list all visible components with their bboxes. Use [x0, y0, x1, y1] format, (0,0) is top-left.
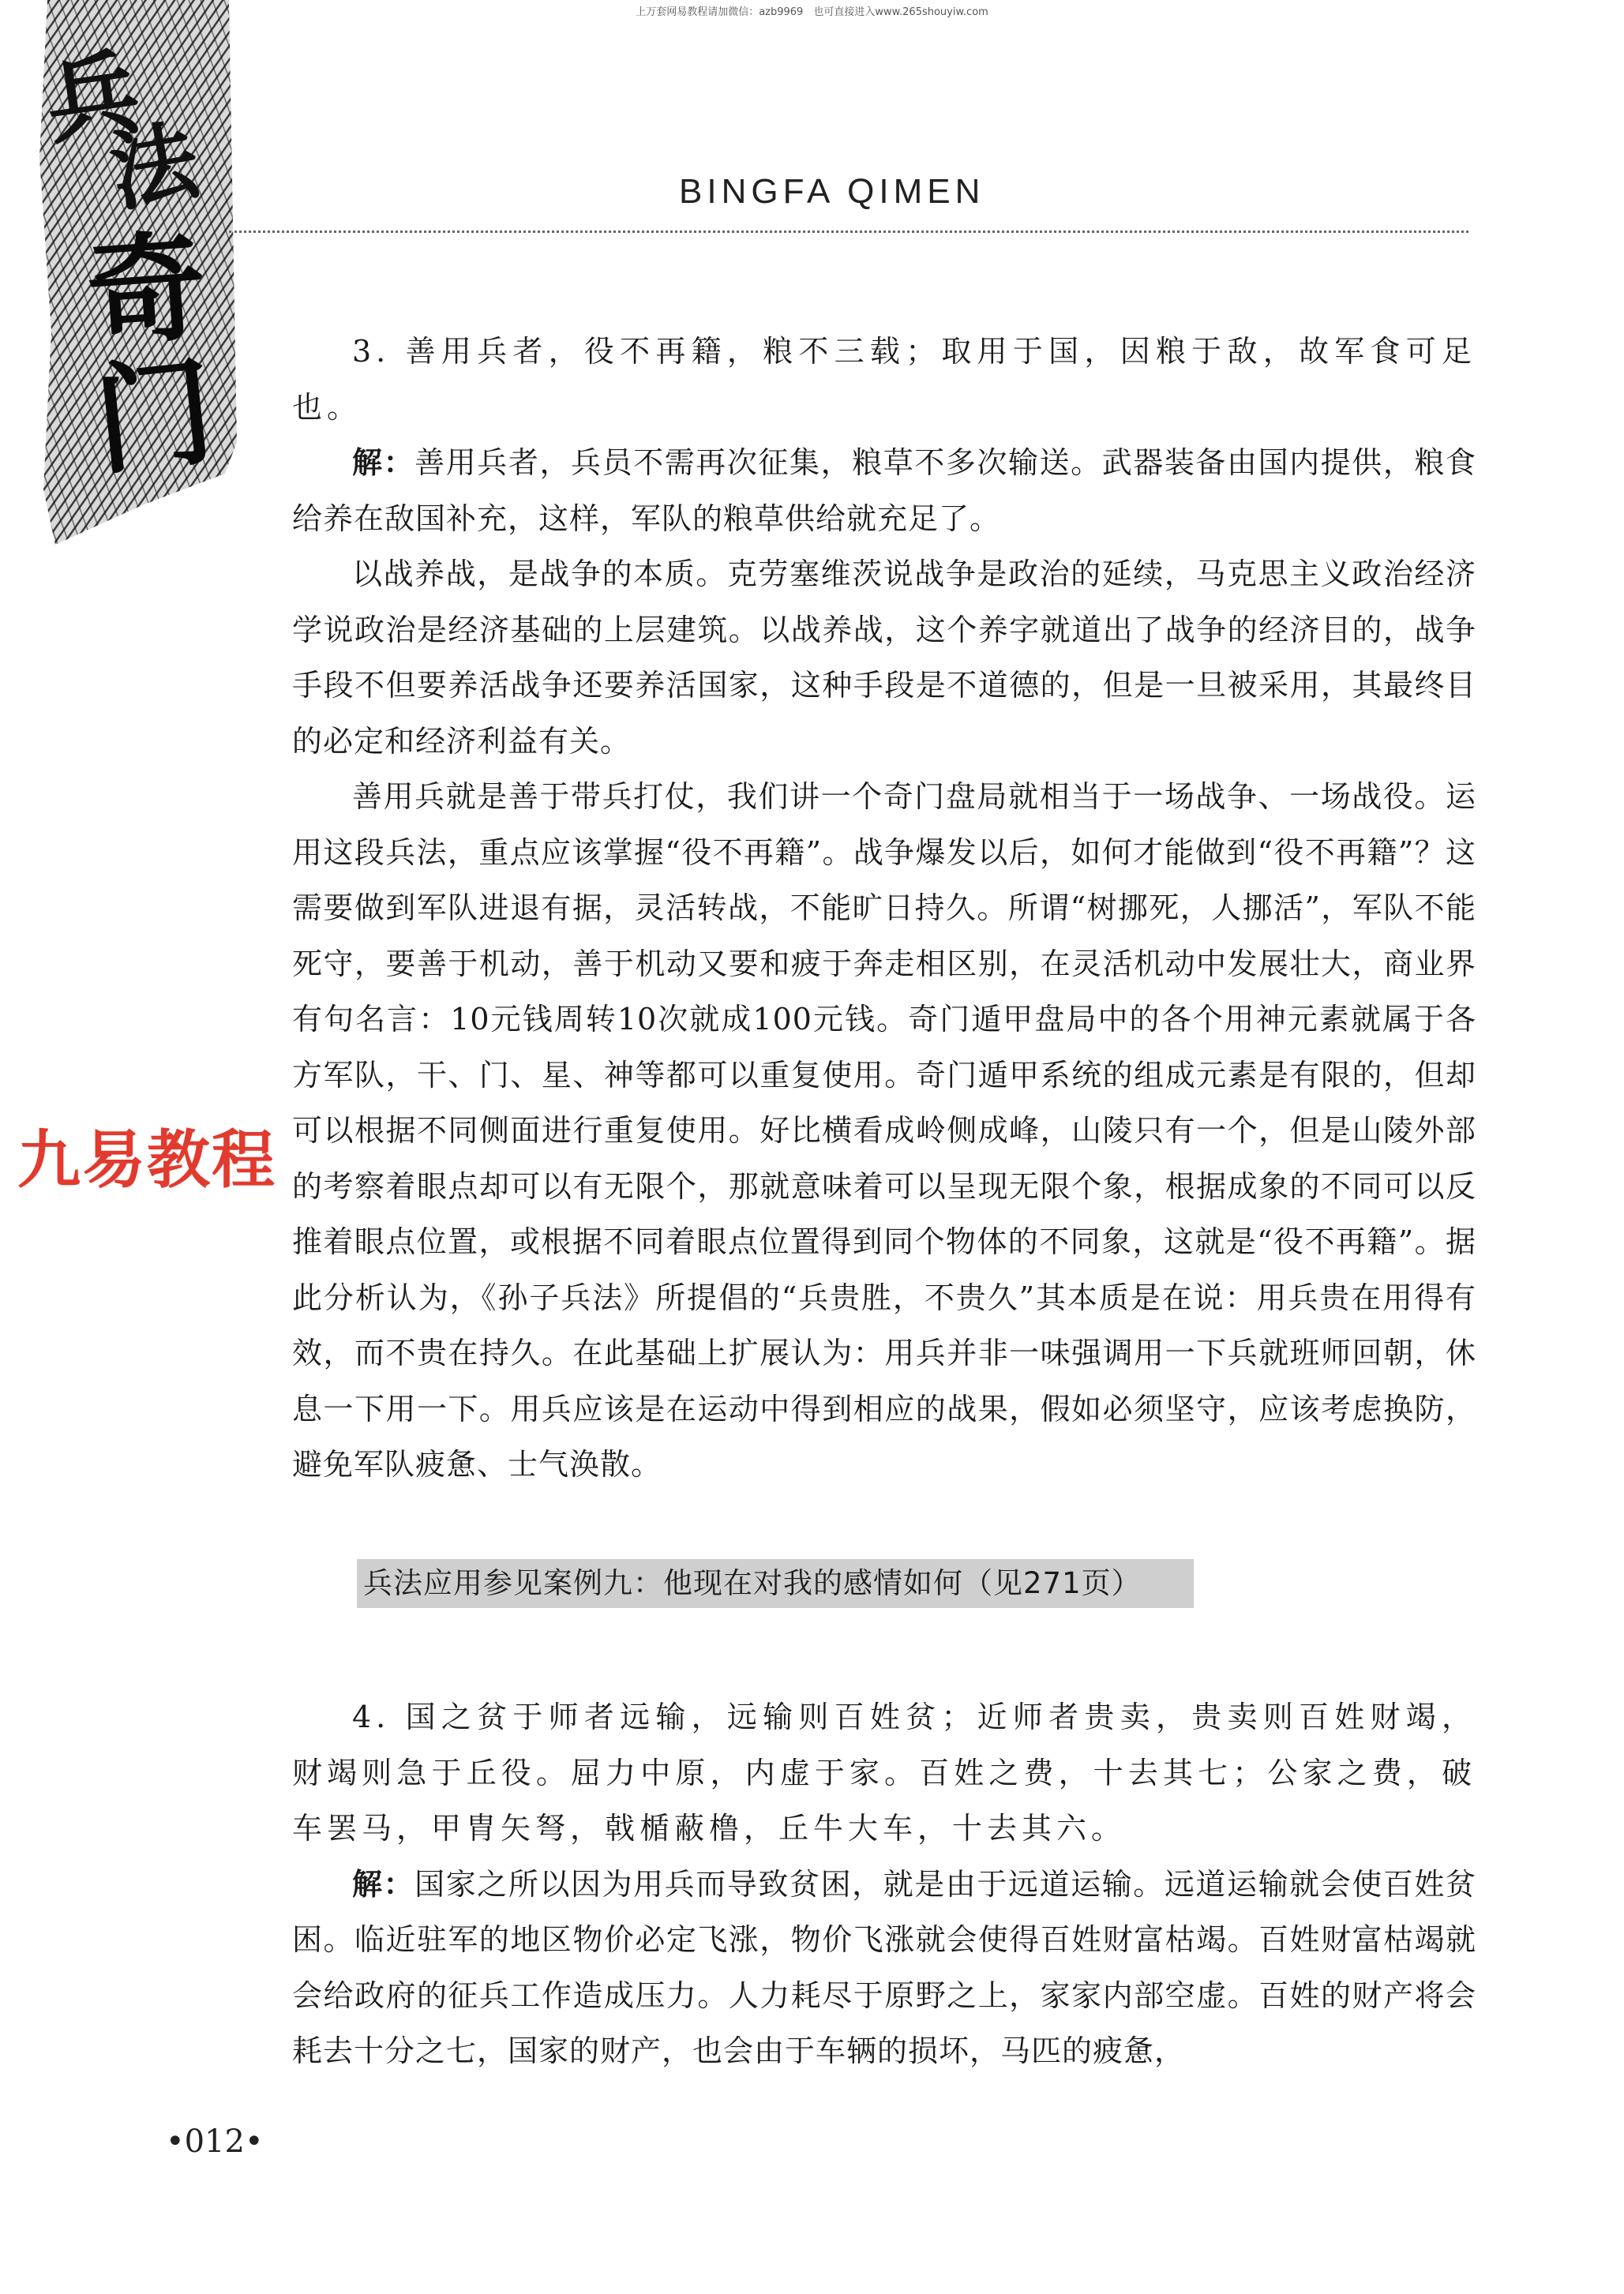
explanation-4-text: 国家之所以因为用兵而导致贫困，就是由于远道运输。远道运输就会使百姓贫困。临近驻军的地区物价必定飞涨，物价飞涨就会使得百姓财富枯竭。百姓财富枯竭就会给政府的征兵工作造成压力。人力耗尽于原野之上，家家内部空虚。百姓的财产将会耗去十分之七，国家的财产，也会由于车辆的损坏，马匹的疲惫， — [292, 1866, 1476, 2068]
paragraph-war-nature: 以战养战，是战争的本质。克劳塞维茨说战争是政治的延续，马克思主义政治经济学说政治是经济基础的上层建筑。以战养战，这个养字就道出了战争的经济目的，战争手段不但要养活战争还要养活国家，这种手段是不道德的，但是一旦被采用，其最终目的必定和经济利益有关。 — [292, 557, 1476, 759]
running-head: BINGFA QIMEN — [679, 172, 985, 211]
original-text-3: 3. 善用兵者，役不再籍，粮不三载；取用于国，因粮于敌，故军食可足也。 — [292, 334, 1476, 425]
header-divider — [229, 231, 1468, 235]
paragraph-good-command: 善用兵就是善于带兵打仗，我们讲一个奇门盘局就相当于一场战争、一场战役。运用这段兵法，重点应该掌握“役不再籍”。战争爆发以后，如何才能做到“役不再籍”？这需要做到军队进退有据，灵活转战，不能旷日持久。所谓“树挪死，人挪活”，军队不能死守，要善于机动，善于机动又要和疲于奔走相区别，在灵活机动中发展壮大，商业界有句名言：10元钱周转10次就成100元钱。奇门遁甲盘局中的各个用神元素就属于各方军队，干、门、星、神等都可以重复使用。奇门遁甲系统的组成元素是有限的，但却可以根据不同侧面进行重复使用。好比横看成岭侧成峰，山陵只有一个，但是山陵外部的考察着眼点却可以有无限个，那就意味着可以呈现无限个象，根据成象的不同可以反推着眼点位置，或根据不同着眼点位置得到同个物体的不同象，这就是“役不再籍”。据此分析认为，《孙子兵法》所提倡的“兵贵胜，不贵久”其本质是在说：用兵贵在用得有效，而不贵在持久。在此基础上扩展认为：用兵并非一味强调用一下兵就班师回朝，休息一下用一下。用兵应该是在运动中得到相应的战果，假如必须坚守，应该考虑换防，避免军队疲惫、士气涣散。 — [292, 779, 1476, 1482]
svg-text:门: 门 — [88, 341, 221, 492]
original-text-4: 4. 国之贫于师者远输，远输则百姓贫；近师者贵卖，贵卖则百姓财竭，财竭则急于丘役。屈力中原，内虚于家。百姓之费，十去其七；公家之费，破车罢马，甲胄矢弩，戟楯蔽橹，丘牛大车，十去其六。 — [292, 1700, 1476, 1846]
top-note: 上万套网易教程请加微信：azb9969 也可直接进入www.265shouyiw.com — [636, 6, 988, 18]
section-3 — [292, 324, 1476, 1493]
case-reference-banner: 兵法应用参见案例九：他现在对我的感情如何（见271页） — [357, 1559, 1194, 1608]
brush-texture — [0, 0, 237, 545]
explanation-3-text: 善用兵者，兵员不需再次征集，粮草不多次输送。武器装备由国内提供，粮食给养在敌国补充，这样，军队的粮草供给就充足了。 — [292, 445, 1476, 536]
svg-text:奇: 奇 — [82, 216, 211, 364]
page-number: •012• — [166, 2123, 264, 2160]
corner-title-art — [0, 0, 237, 545]
section-4 — [292, 1689, 1476, 2079]
jie-label: 解： — [352, 445, 415, 480]
svg-text:兵: 兵 — [39, 36, 147, 159]
explanation-4 — [292, 1857, 1476, 2079]
explanation-3 — [292, 435, 1476, 546]
jie-label: 解： — [352, 1866, 415, 1902]
watermark: 九易教程 — [17, 1123, 276, 1197]
svg-text:法: 法 — [102, 108, 206, 224]
